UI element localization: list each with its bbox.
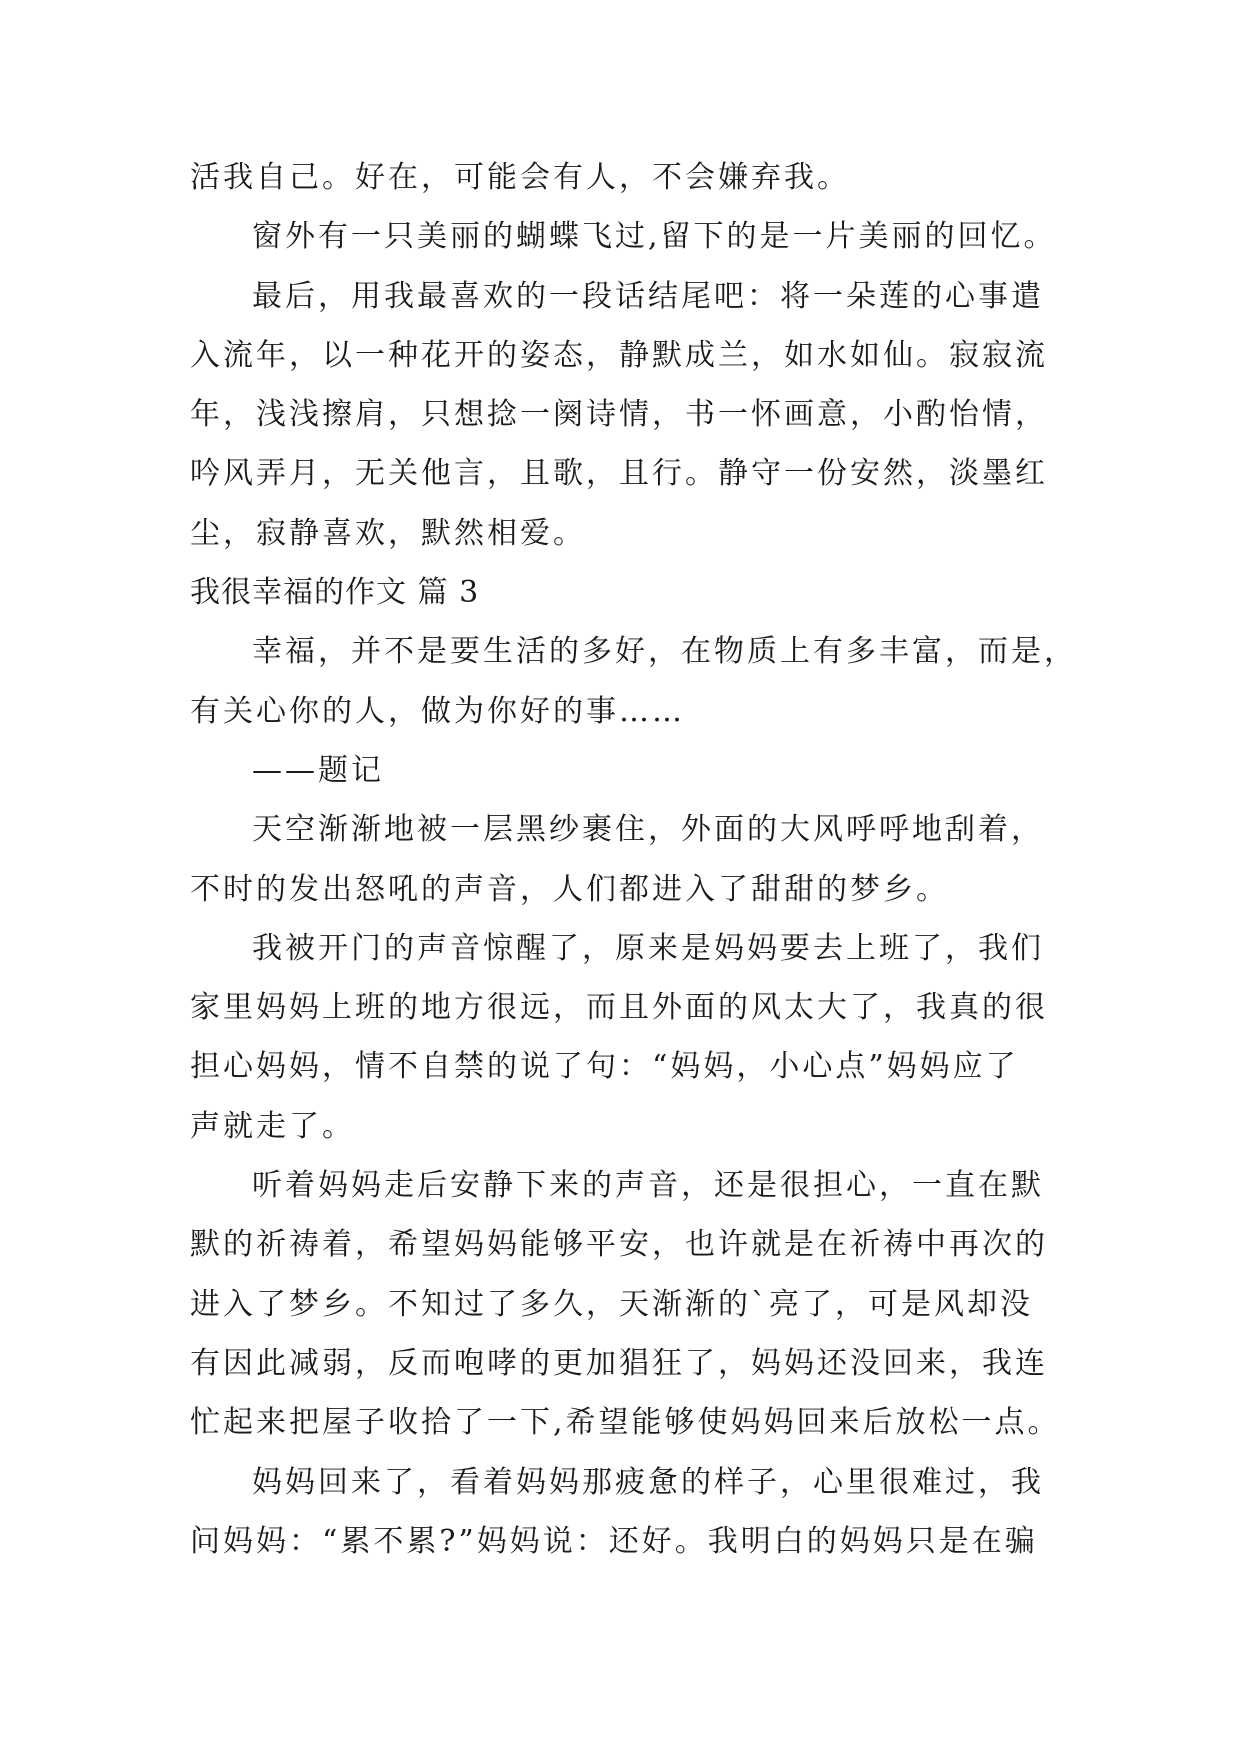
text-line: 默的祈祷着，希望妈妈能够平安，也许就是在祈祷中再次的 — [190, 1227, 1048, 1263]
text-line: 声就走了。 — [190, 1108, 355, 1144]
text-line: 天空渐渐地被一层黑纱裹住，外面的大风呼呼地刮着， — [252, 812, 1044, 848]
text-line: 吟风弄月，无关他言，且歌，且行。静守一份安然，淡墨红 — [190, 456, 1048, 492]
text-line: 忙起来把屋子收拾了一下,希望能够使妈妈回来后放松一点。 — [190, 1405, 1061, 1441]
text-line: 进入了梦乡。不知过了多久，天渐渐的`亮了，可是风却没 — [190, 1286, 1033, 1322]
text-line: 我被开门的声音惊醒了，原来是妈妈要去上班了，我们 — [252, 930, 1044, 966]
text-line: 有因此减弱，反而咆哮的更加猖狂了，妈妈还没回来，我连 — [190, 1345, 1048, 1381]
text-line: 入流年，以一种花开的姿态，静默成兰，如水如仙。寂寂流 — [190, 337, 1048, 373]
text-line: 最后，用我最喜欢的一段话结尾吧：将一朵莲的心事遣 — [252, 278, 1044, 314]
section-heading: 我很幸福的作文 篇 3 — [190, 575, 480, 611]
text-line: 听着妈妈走后安静下来的声音，还是很担心，一直在默 — [252, 1168, 1044, 1204]
text-line: 窗外有一只美丽的蝴蝶飞过,留下的是一片美丽的回忆。 — [252, 219, 1057, 255]
text-line: 妈妈回来了，看着妈妈那疲惫的样子，心里很难过，我 — [252, 1464, 1044, 1500]
text-line: 幸福，并不是要生活的多好，在物质上有多丰富，而是， — [252, 634, 1077, 670]
text-line: 不时的发出怒吼的声音，人们都进入了甜甜的梦乡。 — [190, 871, 949, 907]
text-line: 尘，寂静喜欢，默然相爱。 — [190, 515, 586, 551]
text-line: 担心妈妈，情不自禁的说了句：“妈妈，小心点”妈妈应了 — [190, 1049, 1019, 1085]
text-line: 家里妈妈上班的地方很远，而且外面的风太大了，我真的很 — [190, 990, 1048, 1026]
text-line: 年，浅浅擦肩，只想捻一阕诗情，书一怀画意，小酌怡情， — [190, 397, 1048, 433]
document-body — [190, 158, 1090, 1581]
text-line: 问妈妈：“累不累?”妈妈说：还好。我明白的妈妈只是在骗 — [190, 1523, 1038, 1559]
text-line: 活我自己。好在，可能会有人，不会嫌弃我。 — [190, 160, 850, 195]
epigraph-attribution: ——题记 — [252, 752, 384, 788]
text-line: 有关心你的人，做为你好的事…… — [190, 693, 685, 729]
